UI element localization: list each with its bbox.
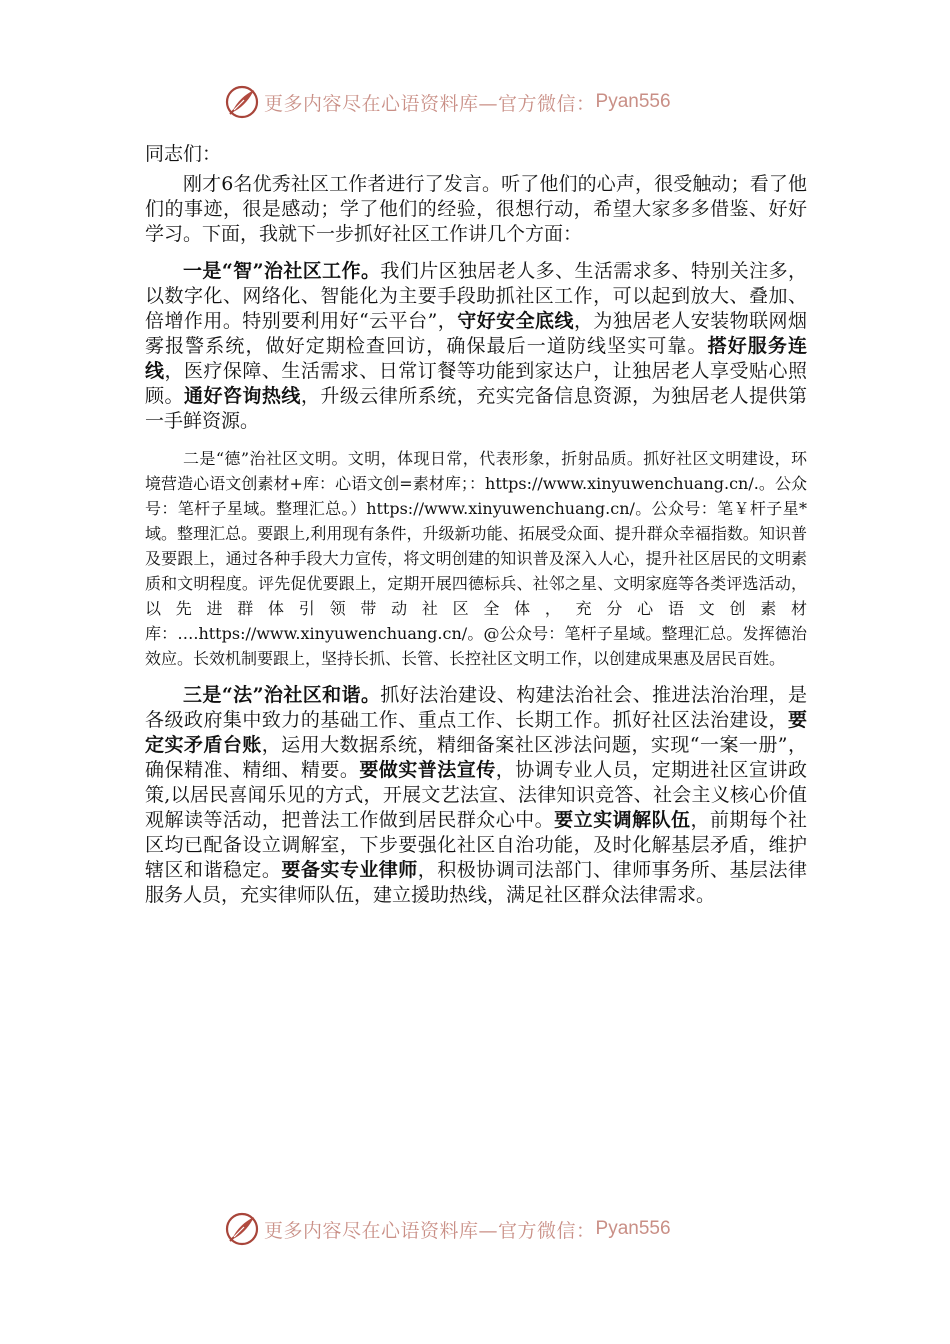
header-banner-wechat-id: Pyan556 [595, 91, 671, 112]
section-3-bold-3: 要立实调解队伍 [554, 809, 691, 831]
section-1-bold-1: 守好安全底线 [457, 310, 574, 332]
section-3-bold-2: 要做实普法宣传 [359, 759, 496, 781]
quill-logo-icon [224, 1211, 260, 1247]
section-3-heading: 三是“法”治社区和谐。 [183, 684, 381, 706]
section-1-heading: 一是“智”治社区工作。 [183, 260, 381, 282]
section-3-text: ，运用大数据系统，精细备案社区涉法问题，实现“一案一册”，确保精准、精细、精要。 [145, 734, 807, 781]
section-1-text: ，医疗保障、生活需求、日常订餐等功能到家达户，让独居老人享受贴心照顾。 [145, 360, 807, 407]
intro-paragraph: 刚才6名优秀社区工作者进行了发言。听了他们的心声，很受触动；看了他们的事迹，很是感动；学了他们的经验，很想行动，希望大家多多借鉴、好好学习。下面，我就下一步抓好社区工作讲几个方面： [145, 173, 807, 245]
header-banner-text: 更多内容尽在心语资料库—官方微信： [264, 92, 596, 115]
section-1-text: 我们片区独居老人多、生活需求多、特别关注多，以数字化、网络化、智能化为主要手段助抓社区工作，可以起到放大、叠加、倍增作用。特别要利用好“云平台”， [145, 260, 807, 332]
section-3-text: 抓好法治建设、构建法治社会、推进法治治理，是各级政府集中致力的基础工作、重点工作、长期工作。抓好社区法治建设， [145, 684, 807, 731]
footer-banner-wechat-id: Pyan556 [595, 1218, 671, 1239]
section-3-text: ，协调专业人员，定期进社区宣讲政策,以居民喜闻乐见的方式，开展文艺法宣、法律知识竞答、社会主义核心价值观解读等活动，把普法工作做到居民群众心中。 [145, 759, 807, 831]
document-body [145, 141, 807, 920]
section-1-bold-2: 搭好服务连线 [145, 335, 807, 382]
section-2-paragraph: 二是“德”治社区文明。文明，体现日常，代表形象，折射品质。抓好社区文明建设，环境营造心语文创素材+库：心语文创=素材库；：https://www.xinyuwenchuang.cn/.。公众号：笔杆子星域。整理汇总。）https://www.xinyuwenchuang.cn/。公众号：笔￥杆子星*域。整理汇总。要跟上,利用现有条件，升级新功能、拓展受众面、提升群众幸福指数。知识普及要跟上，通过各种手段大力宣传，将文明创建的知识普及深入人心，提升社区居民的文明素质和文明程度。评先促优要跟上，定期开展四德标兵、社邻之星、文明家庭等各类评选活动，以先进群体引领带动社区全体，充分心语文创素材库：….https://www.xinyuwenchuang.cn/。@公众号：笔杆子星域。整理汇总。发挥德治效应。长效机制要跟上，坚持长抓、长管、长控社区文明工作，以创建成果惠及居民百姓。 [145, 449, 807, 668]
section-3-text: ，前期每个社区均已配备设立调解室，下步要强化社区自治功能，及时化解基层矛盾，维护辖区和谐稳定。 [145, 809, 807, 881]
section-1-text: ，为独居老人安装物联网烟雾报警系统，做好定期检查回访，确保最后一道防线坚实可靠。 [145, 310, 807, 357]
section-1-bold-3: 通好咨询热线 [183, 385, 301, 407]
footer-banner[interactable] [224, 1209, 671, 1249]
section-3-paragraph [145, 683, 807, 908]
section-3-text: ，积极协调司法部门、律师事务所、基层法律服务人员，充实律师队伍，建立援助热线，满足社区群众法律需求。 [145, 859, 807, 906]
section-1-paragraph [145, 259, 807, 434]
section-1-text: ，升级云律所系统，充实完备信息资源，为独居老人提供第一手鲜资源。 [145, 385, 807, 432]
greeting: 同志们： [145, 143, 222, 165]
quill-logo-icon [224, 84, 260, 120]
footer-banner-text: 更多内容尽在心语资料库—官方微信： [264, 1219, 596, 1242]
header-banner[interactable] [224, 82, 671, 122]
section-3-bold-4: 要备实专业律师 [281, 859, 418, 881]
section-3-bold-1: 要定实矛盾台账 [145, 709, 807, 756]
